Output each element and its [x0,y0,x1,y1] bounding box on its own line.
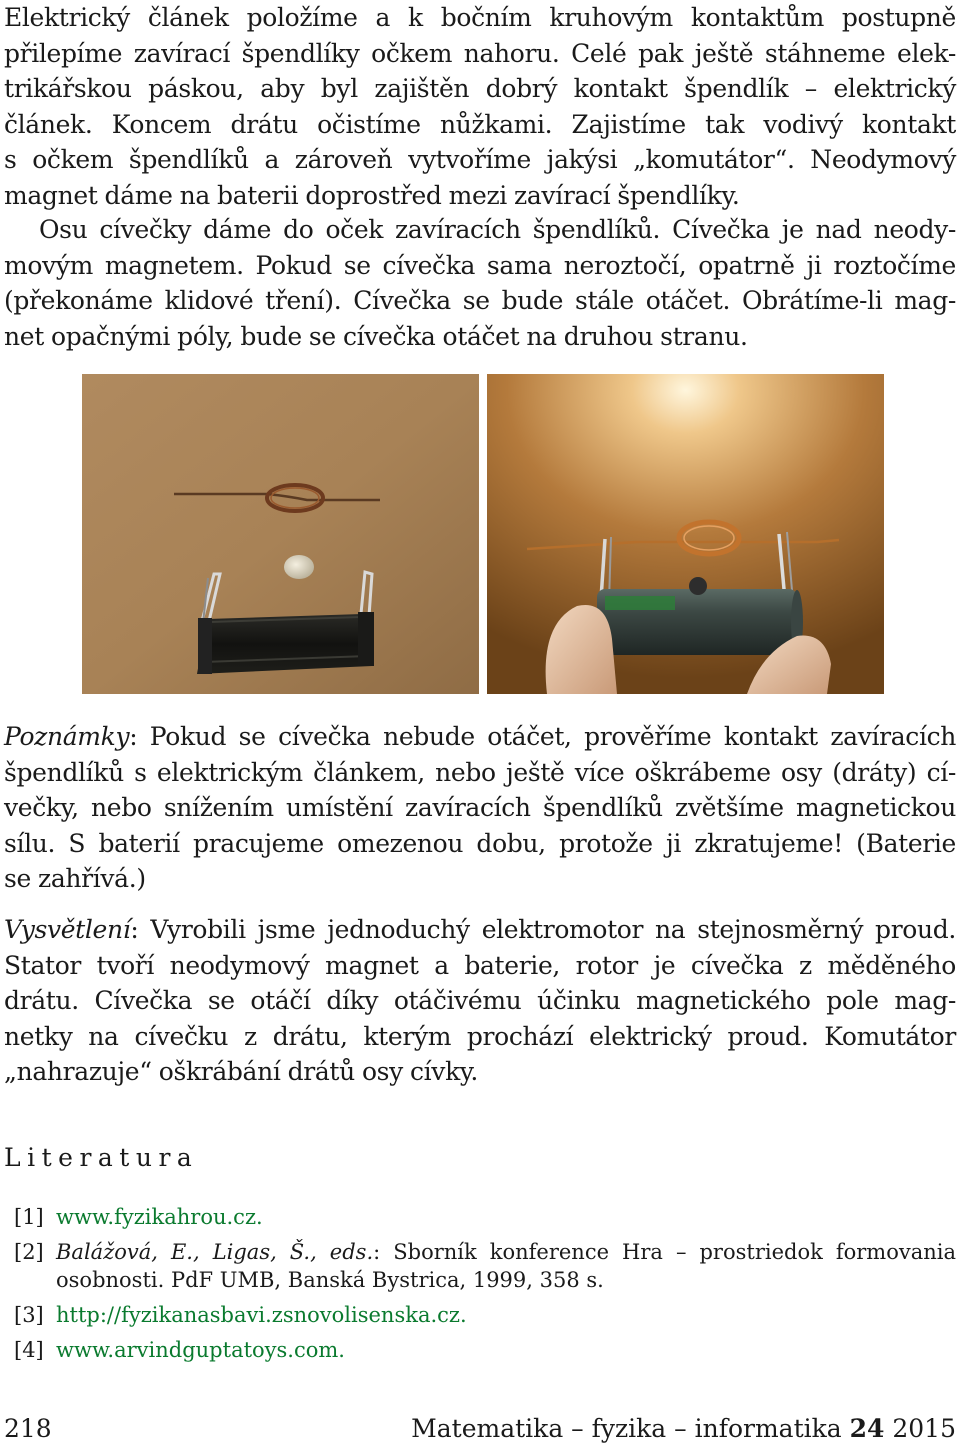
text-line: Osu cívečky dáme do oček zavíracích špendlíků. Cívečka je nad neody- [39,215,956,244]
paragraph-operation [4,212,956,354]
notes-label: Poznámky [4,722,130,751]
text-line: net opačnými póly, bude se cívečka otáčet na druhou stranu. [4,321,748,351]
journal-volume: 24 [849,1414,885,1443]
explanation-label: Vysvětlení [4,915,131,944]
reference-link[interactable]: www.fyzikahrou.cz. [56,1205,263,1229]
reference-number: [2] [14,1240,44,1264]
reference-link[interactable]: www.arvindguptatoys.com. [56,1338,345,1362]
reference-list [14,1203,956,1371]
text-line: Elektrický článek položíme a k bočním kruhovým kontaktům postupně [4,3,956,32]
text-line: : Vyrobili jsme jednoduchý elektromotor na stejnosměrný proud. [130,915,956,944]
text-line: magnet dáme na baterii doprostřed mezi zavírací špendlíky. [4,180,740,210]
photo-assembled-motor [487,374,884,694]
literature-heading: Literatura [4,1143,199,1172]
text-line: trikářskou páskou, aby byl zajištěn dobrý kontakt špendlík – elektrický [4,74,956,104]
notes-paragraph [4,719,956,897]
text-line: drátu. Cívečka se otáčí díky otáčivému účinku magnetického pole mag- [4,986,956,1016]
text-line: netky na cívečku z drátu, kterým prochází elektrický proud. Komutátor [4,1021,956,1051]
photo-row [82,374,884,694]
reference-item [14,1301,956,1329]
text-line: movým magnetem. Pokud se cívečka sama neroztočí, opatrně ji roztočíme [4,250,956,280]
reference-item [14,1336,956,1364]
reference-text: : Sborník konference Hra – prostriedok formovania [373,1240,956,1264]
reference-number: [4] [14,1338,44,1362]
text-line: „nahrazuje“ oškrábání drátů osy cívky. [4,1057,478,1087]
text-line: článek. Koncem drátu očistíme nůžkami. Zajistíme tak vodivý kontakt [4,109,956,139]
text-line: přilepíme zavírací špendlíky očkem nahoru. Celé pak ještě stáhneme elek- [4,38,956,68]
page-number: 218 [4,1414,52,1443]
reference-item [14,1238,956,1294]
text-line: Stator tvoří neodymový magnet a baterie, rotor je cívečka z měděného [4,950,956,980]
text-line: večky, nebo snížením umístění zavíracích špendlíků zvětšíme magnetickou [4,793,956,823]
page-footer [4,1414,956,1443]
reference-number: [3] [14,1303,44,1327]
explanation-paragraph [4,912,956,1090]
text-line: s očkem špendlíků a zároveň vytvoříme jakýsi „komutátor“. Neodymový [4,145,956,175]
text-line: sílu. S baterií pracujeme omezenou dobu, protože ji zkratujeme! (Baterie [4,828,956,858]
photo-components [82,374,479,694]
reference-authors: Balážová, E., Ligas, Š., eds. [56,1240,374,1264]
text-line: špendlíků s elektrickým článkem, nebo ještě více oškrábeme osy (dráty) cí- [4,757,956,787]
reference-text: osobnosti. PdF UMB, Banská Bystrica, 1999, 358 s. [56,1268,604,1292]
journal-year: 2015 [892,1414,956,1443]
journal-title: Matematika – fyzika – informatika [411,1414,842,1443]
journal-info [411,1414,956,1443]
reference-item [14,1203,956,1231]
reference-number: [1] [14,1205,44,1229]
text-line: (překonáme klidové tření). Cívečka se bude stále otáčet. Obrátíme-li mag- [4,286,956,316]
reference-link[interactable]: http://fyzikanasbavi.zsnovolisenska.cz. [56,1303,467,1327]
text-line: : Pokud se cívečka nebude otáčet, prověříme kontakt zavíracích [129,722,956,751]
text-line: se zahřívá.) [4,864,146,894]
paragraph-assembly [4,0,956,214]
